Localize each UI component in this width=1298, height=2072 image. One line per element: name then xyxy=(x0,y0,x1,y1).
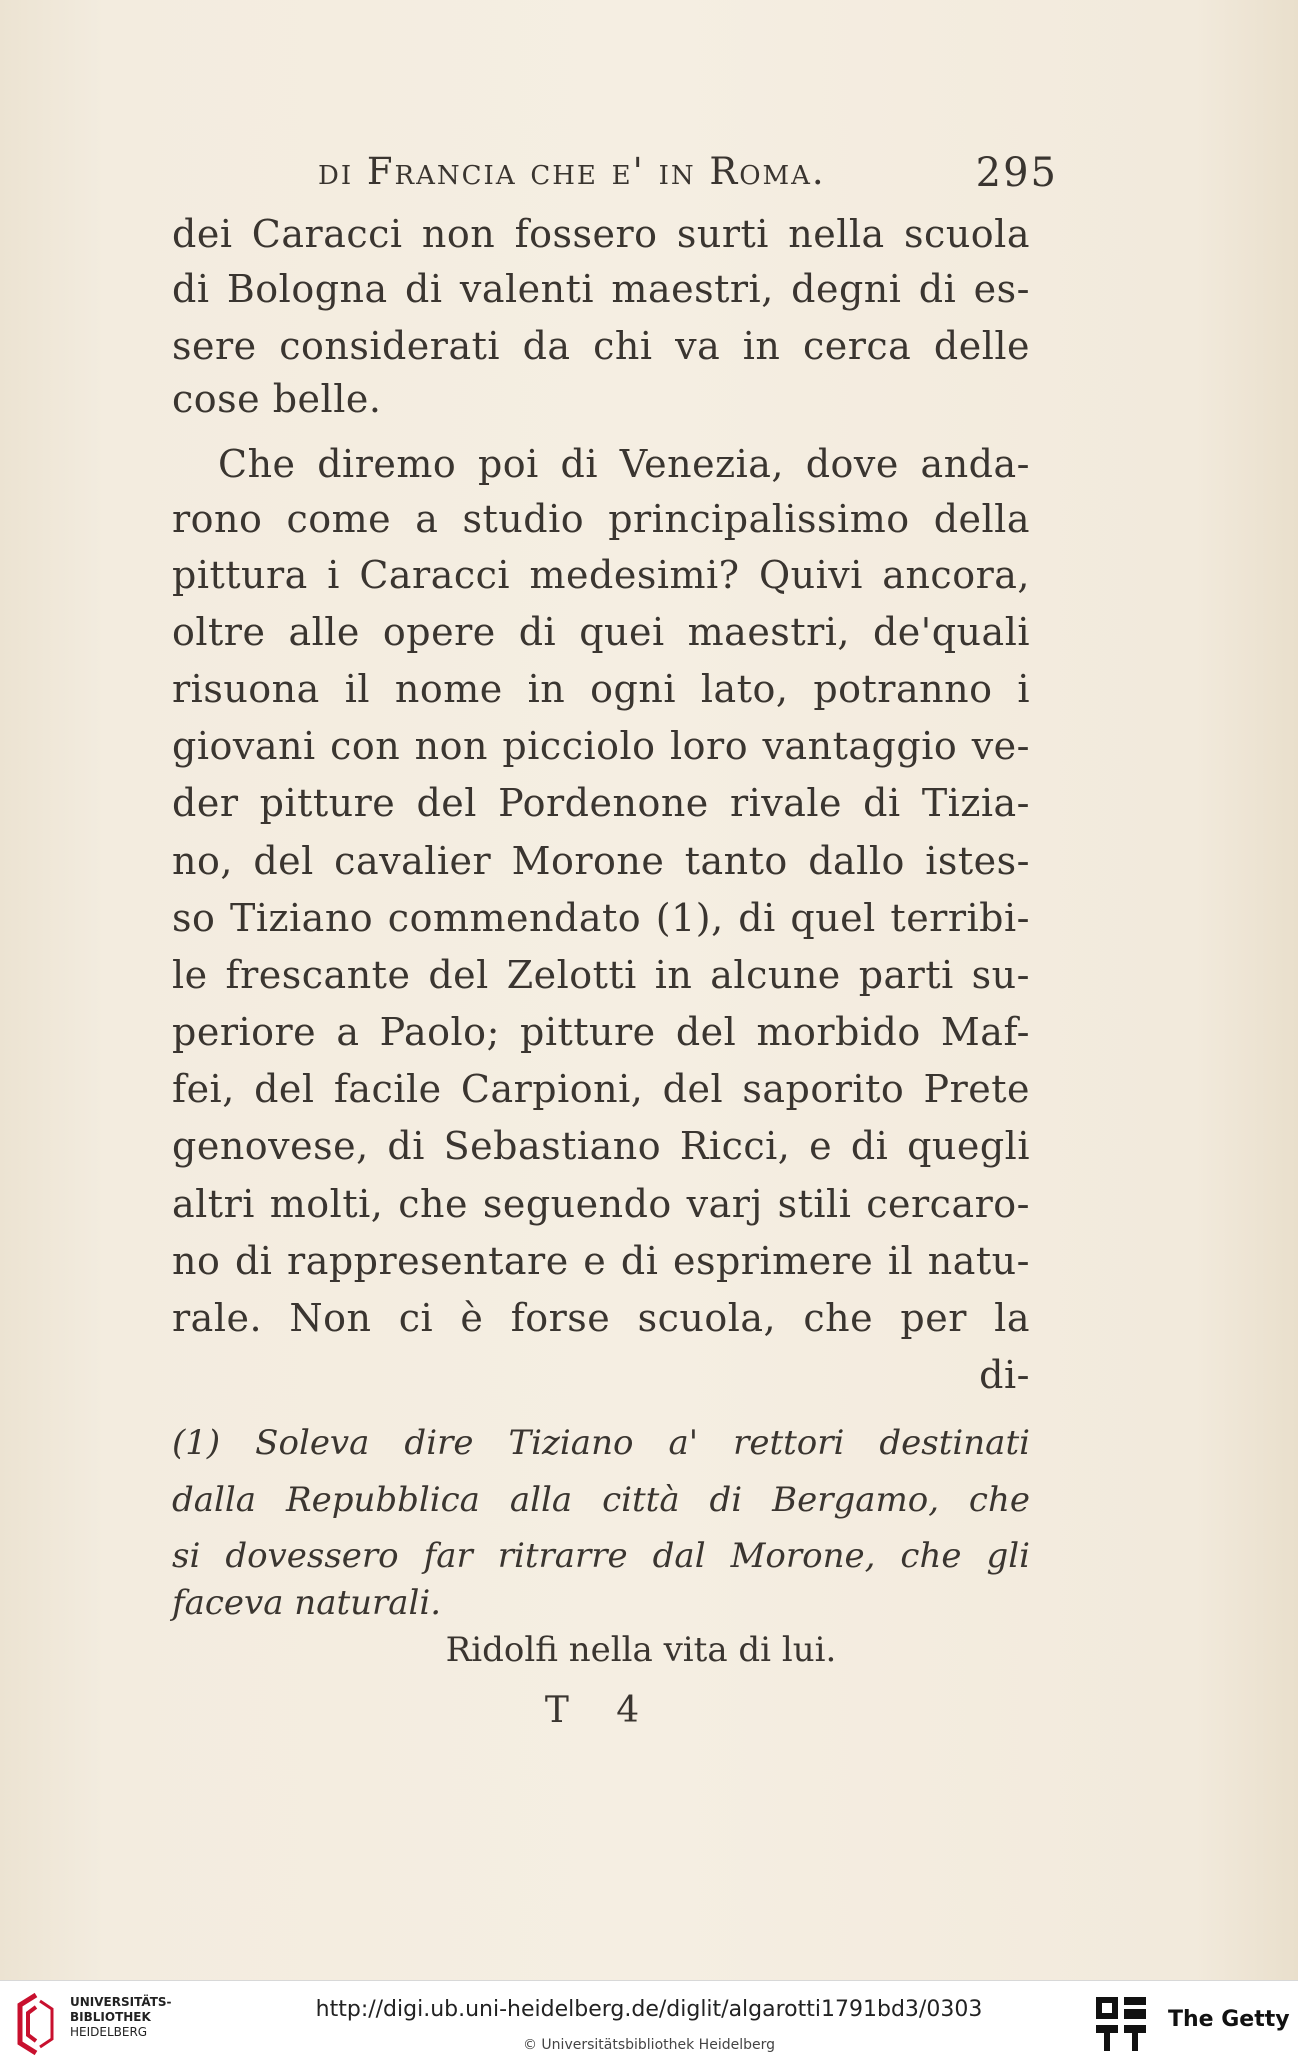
body-line: di Bologna di valenti maestri, degni di es- xyxy=(172,267,1030,311)
body-line: fei, del facile Carpioni, del saporito Prete xyxy=(172,1067,1030,1111)
catchword: di- xyxy=(979,1353,1030,1397)
body-line: Che diremo poi di Venezia, dove anda- xyxy=(218,442,1030,486)
body-line: no di rappresentare e di esprimere il natu- xyxy=(172,1239,1030,1283)
signature-mark: T 4 xyxy=(544,1690,658,1731)
permalink-url[interactable]: http://digi.ub.uni-heidelberg.de/diglit/algarotti1791bd3/0303 xyxy=(315,1997,983,2022)
running-header xyxy=(318,150,1058,196)
footnote-line: si dovessero far ritrarre dal Morone, che gli xyxy=(172,1536,1030,1576)
body-line: dei Caracci non fossero surti nella scuola xyxy=(172,212,1030,256)
running-title: di Francia che e' in Roma. xyxy=(318,150,826,193)
body-line: sere considerati da chi va in cerca delle xyxy=(172,324,1030,368)
library-name-line: UNIVERSITÄTS- xyxy=(70,1995,172,2009)
footnote-line: faceva naturali. xyxy=(172,1583,442,1623)
getty-logo-icon xyxy=(1094,1995,1150,2055)
library-name-line: HEIDELBERG xyxy=(70,2025,148,2039)
library-name-line: BIBLIOTHEK xyxy=(70,2010,151,2024)
viewer-footer xyxy=(0,1980,1298,2072)
body-line: cose belle. xyxy=(172,377,382,421)
body-line: rono come a studio principalissimo della xyxy=(172,497,1030,541)
footnote-attribution: Ridolfi nella vita di lui. xyxy=(445,1630,837,1670)
body-line: so Tiziano commendato (1), di quel terribi- xyxy=(172,896,1030,940)
body-line: genovese, di Sebastiano Ricci, e di quegli xyxy=(172,1124,1030,1168)
body-line: periore a Paolo; pitture del morbido Maf- xyxy=(172,1010,1030,1054)
body-line: le frescante del Zelotti in alcune parti su- xyxy=(172,953,1030,997)
body-line: pittura i Caracci medesimi? Quivi ancora, xyxy=(172,553,1030,597)
footnote-line xyxy=(172,1423,1030,1463)
footnote-line: dalla Repubblica alla città di Bergamo, che xyxy=(172,1480,1030,1520)
page-number: 295 xyxy=(975,150,1058,196)
body-line: risuona il nome in ogni lato, potranno i xyxy=(172,667,1030,711)
footnote-text: (1) Soleva dire Tiziano a' rettori destinati xyxy=(172,1423,1030,1463)
partner-name: The Getty xyxy=(1168,2007,1290,2032)
body-line: rale. Non ci è forse scuola, che per la xyxy=(172,1296,1030,1340)
body-line: altri molti, che seguendo varj stili cercaro- xyxy=(172,1182,1030,1226)
body-line: no, del cavalier Morone tanto dallo istes- xyxy=(172,839,1030,883)
copyright-notice: © Universitätsbibliothek Heidelberg xyxy=(522,2037,775,2053)
body-line: der pitture del Pordenone rivale di Tizia- xyxy=(172,781,1030,825)
body-line: oltre alle opere di quei maestri, de'quali xyxy=(172,610,1030,654)
body-line: giovani con non picciolo loro vantaggio ve- xyxy=(172,724,1030,768)
